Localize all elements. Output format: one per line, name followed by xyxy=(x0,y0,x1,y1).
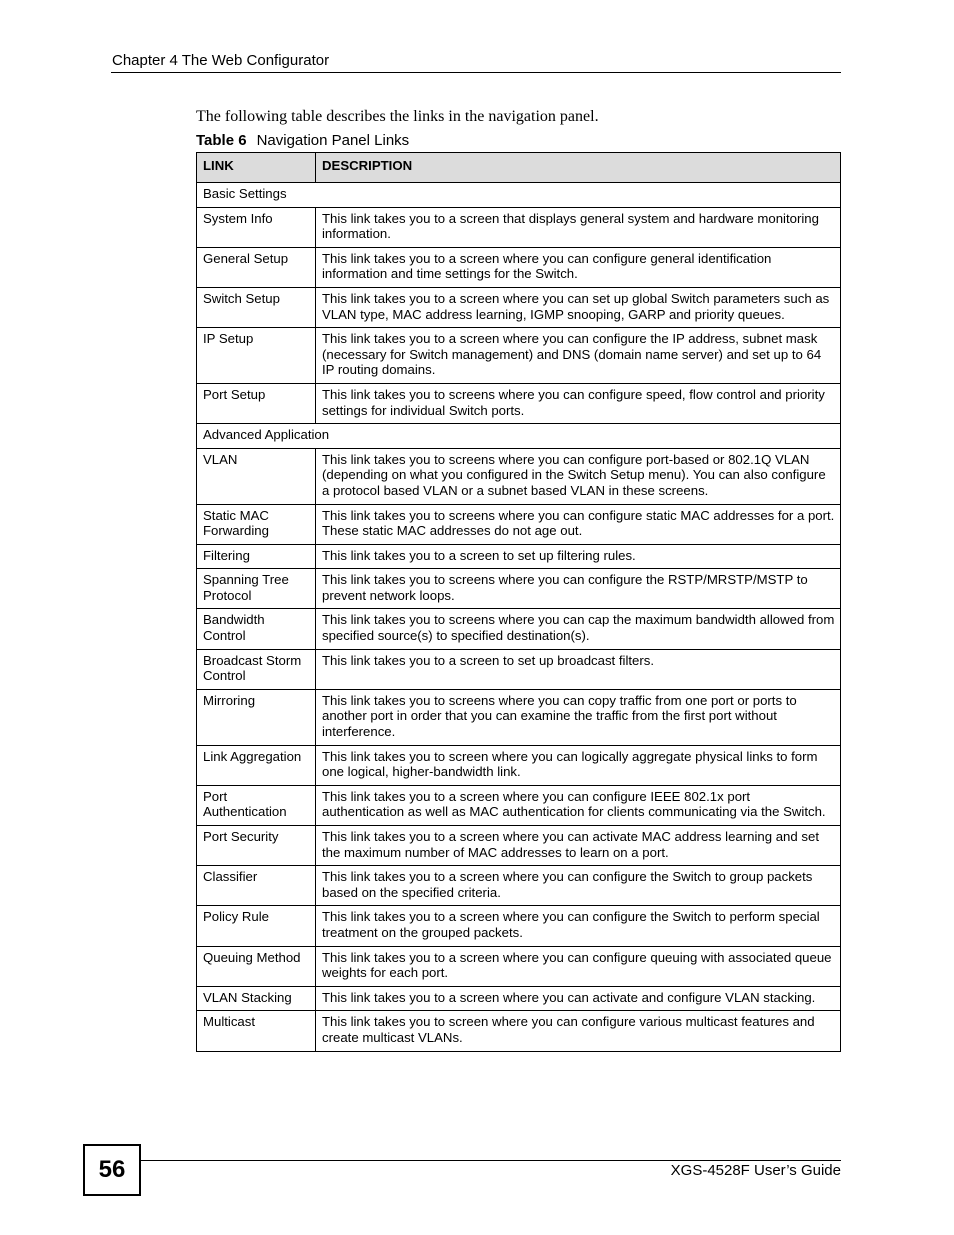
table-row xyxy=(197,785,841,825)
description-cell: This link takes you to screens where you can cap the maximum bandwidth allowed from specified source(s) to specified destination(s). xyxy=(316,609,841,649)
description-cell: This link takes you to a screen to set up filtering rules. xyxy=(316,544,841,569)
description-cell: This link takes you to a screen where you can activate and configure VLAN stacking. xyxy=(316,986,841,1011)
link-cell: Queuing Method xyxy=(197,946,316,986)
link-cell: Policy Rule xyxy=(197,906,316,946)
link-cell: IP Setup xyxy=(197,328,316,384)
link-cell: Multicast xyxy=(197,1011,316,1051)
description-cell: This link takes you to screens where you can copy traffic from one port or ports to another port in order that you can examine the traffic from the first port without interference. xyxy=(316,689,841,745)
description-cell: This link takes you to a screen where you can configure general identification information and time settings for the Switch. xyxy=(316,247,841,287)
description-cell: This link takes you to a screen where you can set up global Switch parameters such as VLAN type, MAC address learning, IGMP snooping, GARP and priority queues. xyxy=(316,287,841,327)
footer-divider xyxy=(139,1160,841,1161)
description-cell: This link takes you to a screen that displays general system and hardware monitoring information. xyxy=(316,207,841,247)
table-row xyxy=(197,448,841,504)
table-row xyxy=(197,866,841,906)
table-row xyxy=(197,247,841,287)
navigation-panel-links-table xyxy=(196,152,841,1052)
link-cell: Static MAC Forwarding xyxy=(197,504,316,544)
table-row xyxy=(197,906,841,946)
section-row xyxy=(197,183,841,208)
description-cell: This link takes you to screens where you can configure port-based or 802.1Q VLAN (depending on what you configured in the Switch Setup menu). You can also configure a protocol based VLAN or a subnet based VLAN in these screens. xyxy=(316,448,841,504)
description-cell: This link takes you to screens where you can configure speed, flow control and priority settings for individual Switch ports. xyxy=(316,383,841,423)
link-cell: General Setup xyxy=(197,247,316,287)
intro-paragraph: The following table describes the links in the navigation panel. xyxy=(196,108,599,125)
chapter-header: Chapter 4 The Web Configurator xyxy=(112,52,330,69)
table-row xyxy=(197,544,841,569)
section-label: Advanced Application xyxy=(197,424,841,449)
link-cell: Port Authentication xyxy=(197,785,316,825)
table-caption-number: Table 6 xyxy=(196,132,247,149)
description-cell: This link takes you to screens where you can configure static MAC addresses for a port. These static MAC addresses do not age out. xyxy=(316,504,841,544)
table-row xyxy=(197,287,841,327)
table-row xyxy=(197,207,841,247)
description-cell: This link takes you to screen where you can configure various multicast features and create multicast VLANs. xyxy=(316,1011,841,1051)
table-row xyxy=(197,569,841,609)
table-caption-title: Navigation Panel Links xyxy=(256,132,410,149)
table-header-row xyxy=(197,153,841,183)
link-cell: VLAN xyxy=(197,448,316,504)
description-cell: This link takes you to a screen where you can configure the Switch to group packets based on the specified criteria. xyxy=(316,866,841,906)
section-label: Basic Settings xyxy=(197,183,841,208)
table-row xyxy=(197,609,841,649)
description-cell: This link takes you to a screen to set up broadcast filters. xyxy=(316,649,841,689)
description-cell: This link takes you to screens where you can configure the RSTP/MRSTP/MSTP to prevent network loops. xyxy=(316,569,841,609)
table-row xyxy=(197,649,841,689)
description-cell: This link takes you to screen where you can logically aggregate physical links to form one logical, higher-bandwidth link. xyxy=(316,745,841,785)
column-header-description: DESCRIPTION xyxy=(316,153,841,183)
table-row xyxy=(197,826,841,866)
table-row xyxy=(197,689,841,745)
table-body xyxy=(197,183,841,1052)
table-row xyxy=(197,946,841,986)
link-cell: Classifier xyxy=(197,866,316,906)
table-row xyxy=(197,504,841,544)
link-cell: Filtering xyxy=(197,544,316,569)
description-cell: This link takes you to a screen where you can configure the Switch to perform special treatment on the grouped packets. xyxy=(316,906,841,946)
description-cell: This link takes you to a screen where you can configure queuing with associated queue weights for each port. xyxy=(316,946,841,986)
link-cell: Port Security xyxy=(197,826,316,866)
link-cell: VLAN Stacking xyxy=(197,986,316,1011)
link-cell: Bandwidth Control xyxy=(197,609,316,649)
link-cell: Link Aggregation xyxy=(197,745,316,785)
description-cell: This link takes you to a screen where you can configure the IP address, subnet mask (necessary for Switch management) and DNS (domain name server) and set up to 64 IP routing domains. xyxy=(316,328,841,384)
link-cell: Broadcast Storm Control xyxy=(197,649,316,689)
column-header-link: LINK xyxy=(197,153,316,183)
table-caption xyxy=(196,132,409,150)
guide-title: XGS-4528F User’s Guide xyxy=(670,1162,841,1179)
table-row xyxy=(197,328,841,384)
link-cell: Spanning Tree Protocol xyxy=(197,569,316,609)
header-divider xyxy=(111,72,841,73)
description-cell: This link takes you to a screen where you can activate MAC address learning and set the maximum number of MAC addresses to learn on a port. xyxy=(316,826,841,866)
table-row xyxy=(197,1011,841,1051)
link-cell: System Info xyxy=(197,207,316,247)
link-cell: Mirroring xyxy=(197,689,316,745)
link-cell: Switch Setup xyxy=(197,287,316,327)
table-row xyxy=(197,745,841,785)
link-cell: Port Setup xyxy=(197,383,316,423)
table-row xyxy=(197,986,841,1011)
page-number: 56 xyxy=(83,1144,141,1196)
section-row xyxy=(197,424,841,449)
description-cell: This link takes you to a screen where you can configure IEEE 802.1x port authentication as well as MAC authentication for clients communicating via the Switch. xyxy=(316,785,841,825)
table-row xyxy=(197,383,841,423)
